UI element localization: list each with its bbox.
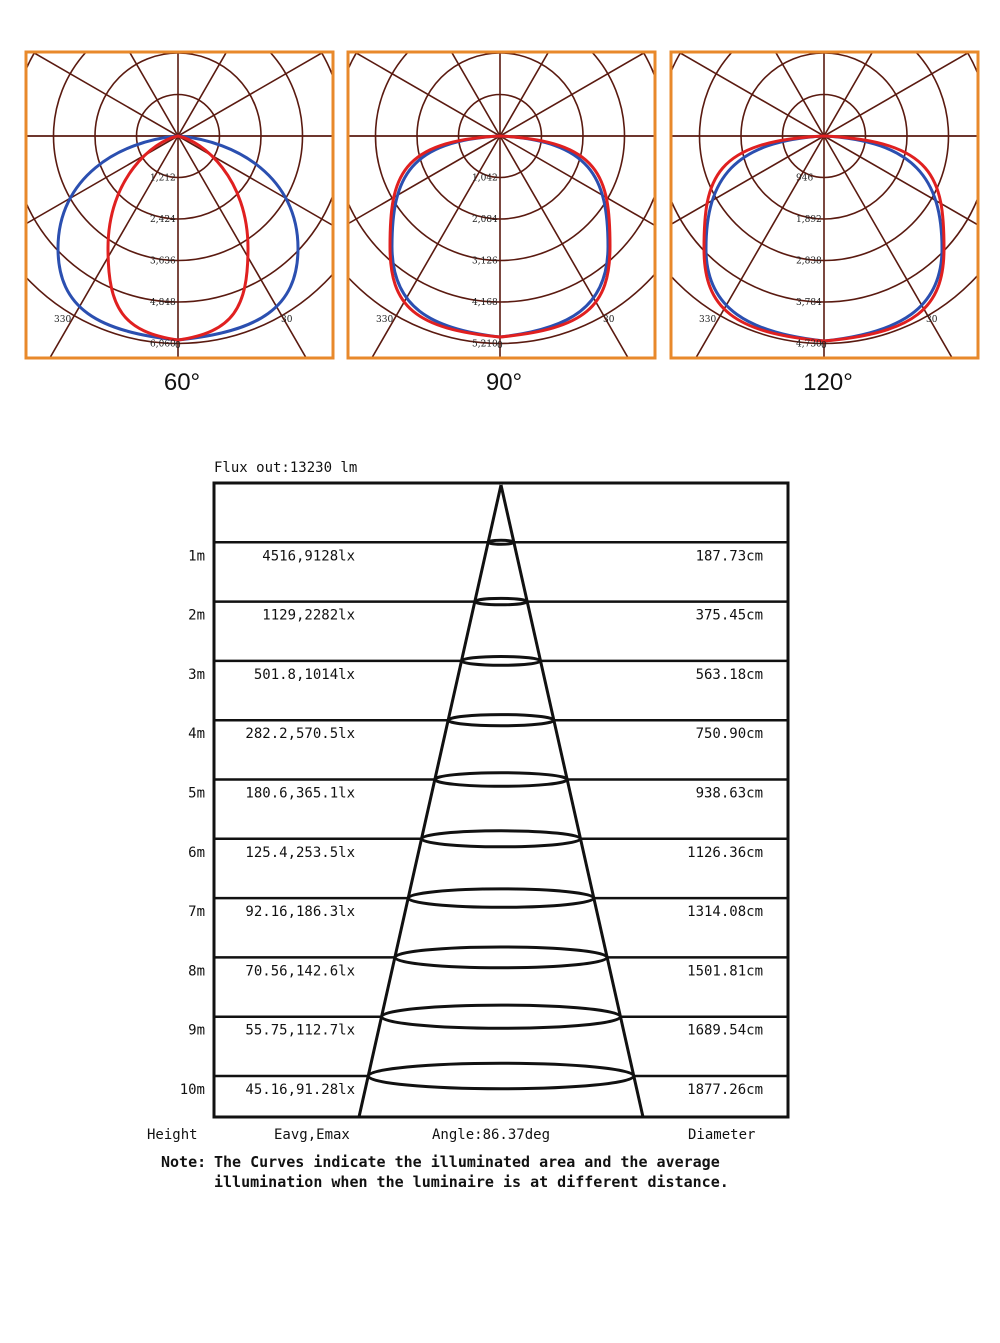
angle-label-30: 30 xyxy=(926,315,938,325)
polar-title: 90° xyxy=(485,369,523,396)
row-height: 9m xyxy=(188,1022,205,1039)
polar-title: 120° xyxy=(803,369,853,396)
angle-label-30: 30 xyxy=(603,315,615,325)
radial-label: 5,210 xyxy=(472,339,498,350)
radial-label: 3,784 xyxy=(796,298,822,308)
radial-label: 6,060 xyxy=(150,339,176,350)
row-height: 7m xyxy=(188,904,205,921)
radial-label: 3,636 xyxy=(150,256,176,267)
row-diameter: 750.90cm xyxy=(695,726,763,743)
radial-label: 1,042 xyxy=(472,173,498,184)
radial-label: 4,848 xyxy=(150,298,176,308)
beam-ellipse xyxy=(475,598,527,604)
angle-label-0: 0 xyxy=(497,341,503,351)
row-height: 8m xyxy=(188,963,205,980)
angle-label: Angle:86.37deg xyxy=(432,1127,551,1143)
beam-ellipse xyxy=(422,831,581,847)
beam-diagram xyxy=(147,460,788,1191)
row-diameter: 1501.81cm xyxy=(687,963,763,980)
radial-label: 2,424 xyxy=(150,215,176,225)
polar-spoke-240 xyxy=(154,0,500,136)
polar-chart-60 xyxy=(0,0,578,536)
row-height: 5m xyxy=(188,785,205,802)
beam-ellipse xyxy=(488,540,514,544)
note-line-1: The Curves indicate the illuminated area and the average xyxy=(214,1153,720,1171)
beam-ellipse xyxy=(382,1005,621,1028)
row-eavg-emax: 125.4,253.5lx xyxy=(245,844,355,861)
beam-ellipse xyxy=(395,947,607,968)
row-eavg-emax: 1129,2282lx xyxy=(262,607,355,624)
beam-ellipse xyxy=(408,889,594,907)
angle-label-330: 330 xyxy=(54,315,72,325)
polar-spoke-60 xyxy=(824,136,1000,336)
radial-label: 946 xyxy=(796,173,814,184)
row-eavg-emax: 501.8,1014lx xyxy=(253,666,355,683)
polar-spoke-120 xyxy=(824,0,1000,136)
row-height: 3m xyxy=(188,666,205,683)
row-eavg-emax: 55.75,112.7lx xyxy=(245,1022,355,1039)
angle-label-330: 330 xyxy=(376,315,394,325)
radial-label: 2,838 xyxy=(796,256,822,267)
polar-title: 60° xyxy=(163,369,201,396)
row-height: 1m xyxy=(188,548,205,565)
row-diameter: 1877.26cm xyxy=(687,1082,763,1098)
row-eavg-emax: 282.2,570.5lx xyxy=(245,726,355,743)
polar-chart-120 xyxy=(424,0,1000,536)
row-eavg-emax: 180.6,365.1lx xyxy=(245,785,355,802)
polar-spoke-120 xyxy=(178,0,524,136)
row-eavg-emax: 70.56,142.6lx xyxy=(245,963,355,980)
row-diameter: 1126.36cm xyxy=(687,844,763,861)
angle-label-0: 0 xyxy=(821,341,827,351)
row-height: 2m xyxy=(188,607,205,624)
row-height: 6m xyxy=(188,844,205,861)
radial-label: 2,084 xyxy=(472,215,498,225)
row-diameter: 938.63cm xyxy=(695,785,763,802)
radial-label: 1,892 xyxy=(796,215,822,225)
radial-label: 4,168 xyxy=(472,298,498,308)
row-diameter: 375.45cm xyxy=(695,607,763,624)
height-label: Height xyxy=(147,1127,198,1143)
angle-label-0: 0 xyxy=(175,341,181,351)
beam-ellipse xyxy=(461,657,540,666)
diameter-label: Diameter xyxy=(688,1127,756,1143)
eavg-label: Eavg,Emax xyxy=(274,1127,350,1143)
polar-chart-90 xyxy=(100,0,900,536)
radial-label: 1,212 xyxy=(150,173,176,184)
angle-label-330: 330 xyxy=(699,315,717,325)
row-eavg-emax: 92.16,186.3lx xyxy=(245,904,355,921)
row-diameter: 1314.08cm xyxy=(687,904,763,921)
row-diameter: 187.73cm xyxy=(695,548,763,565)
note-line-2: illumination when the luminaire is at different distance. xyxy=(214,1173,729,1191)
radial-label: 3,126 xyxy=(472,256,498,267)
beam-ellipse xyxy=(448,715,554,726)
beam-ellipse xyxy=(435,773,567,787)
polar-spoke-150 xyxy=(824,0,1000,136)
beam-ellipse xyxy=(368,1063,634,1089)
radial-label: 4,730 xyxy=(796,339,822,350)
row-eavg-emax: 45.16,91.28lx xyxy=(245,1082,355,1098)
row-diameter: 563.18cm xyxy=(695,666,763,683)
row-height: 4m xyxy=(188,726,205,743)
flux-title: Flux out:13230 lm xyxy=(214,460,358,476)
row-eavg-emax: 4516,9128lx xyxy=(262,548,355,565)
row-height: 10m xyxy=(179,1082,205,1098)
row-diameter: 1689.54cm xyxy=(687,1022,763,1039)
angle-label-30: 30 xyxy=(281,315,293,325)
note-prefix: Note: xyxy=(161,1153,207,1171)
polar-spoke-30 xyxy=(824,136,1000,482)
